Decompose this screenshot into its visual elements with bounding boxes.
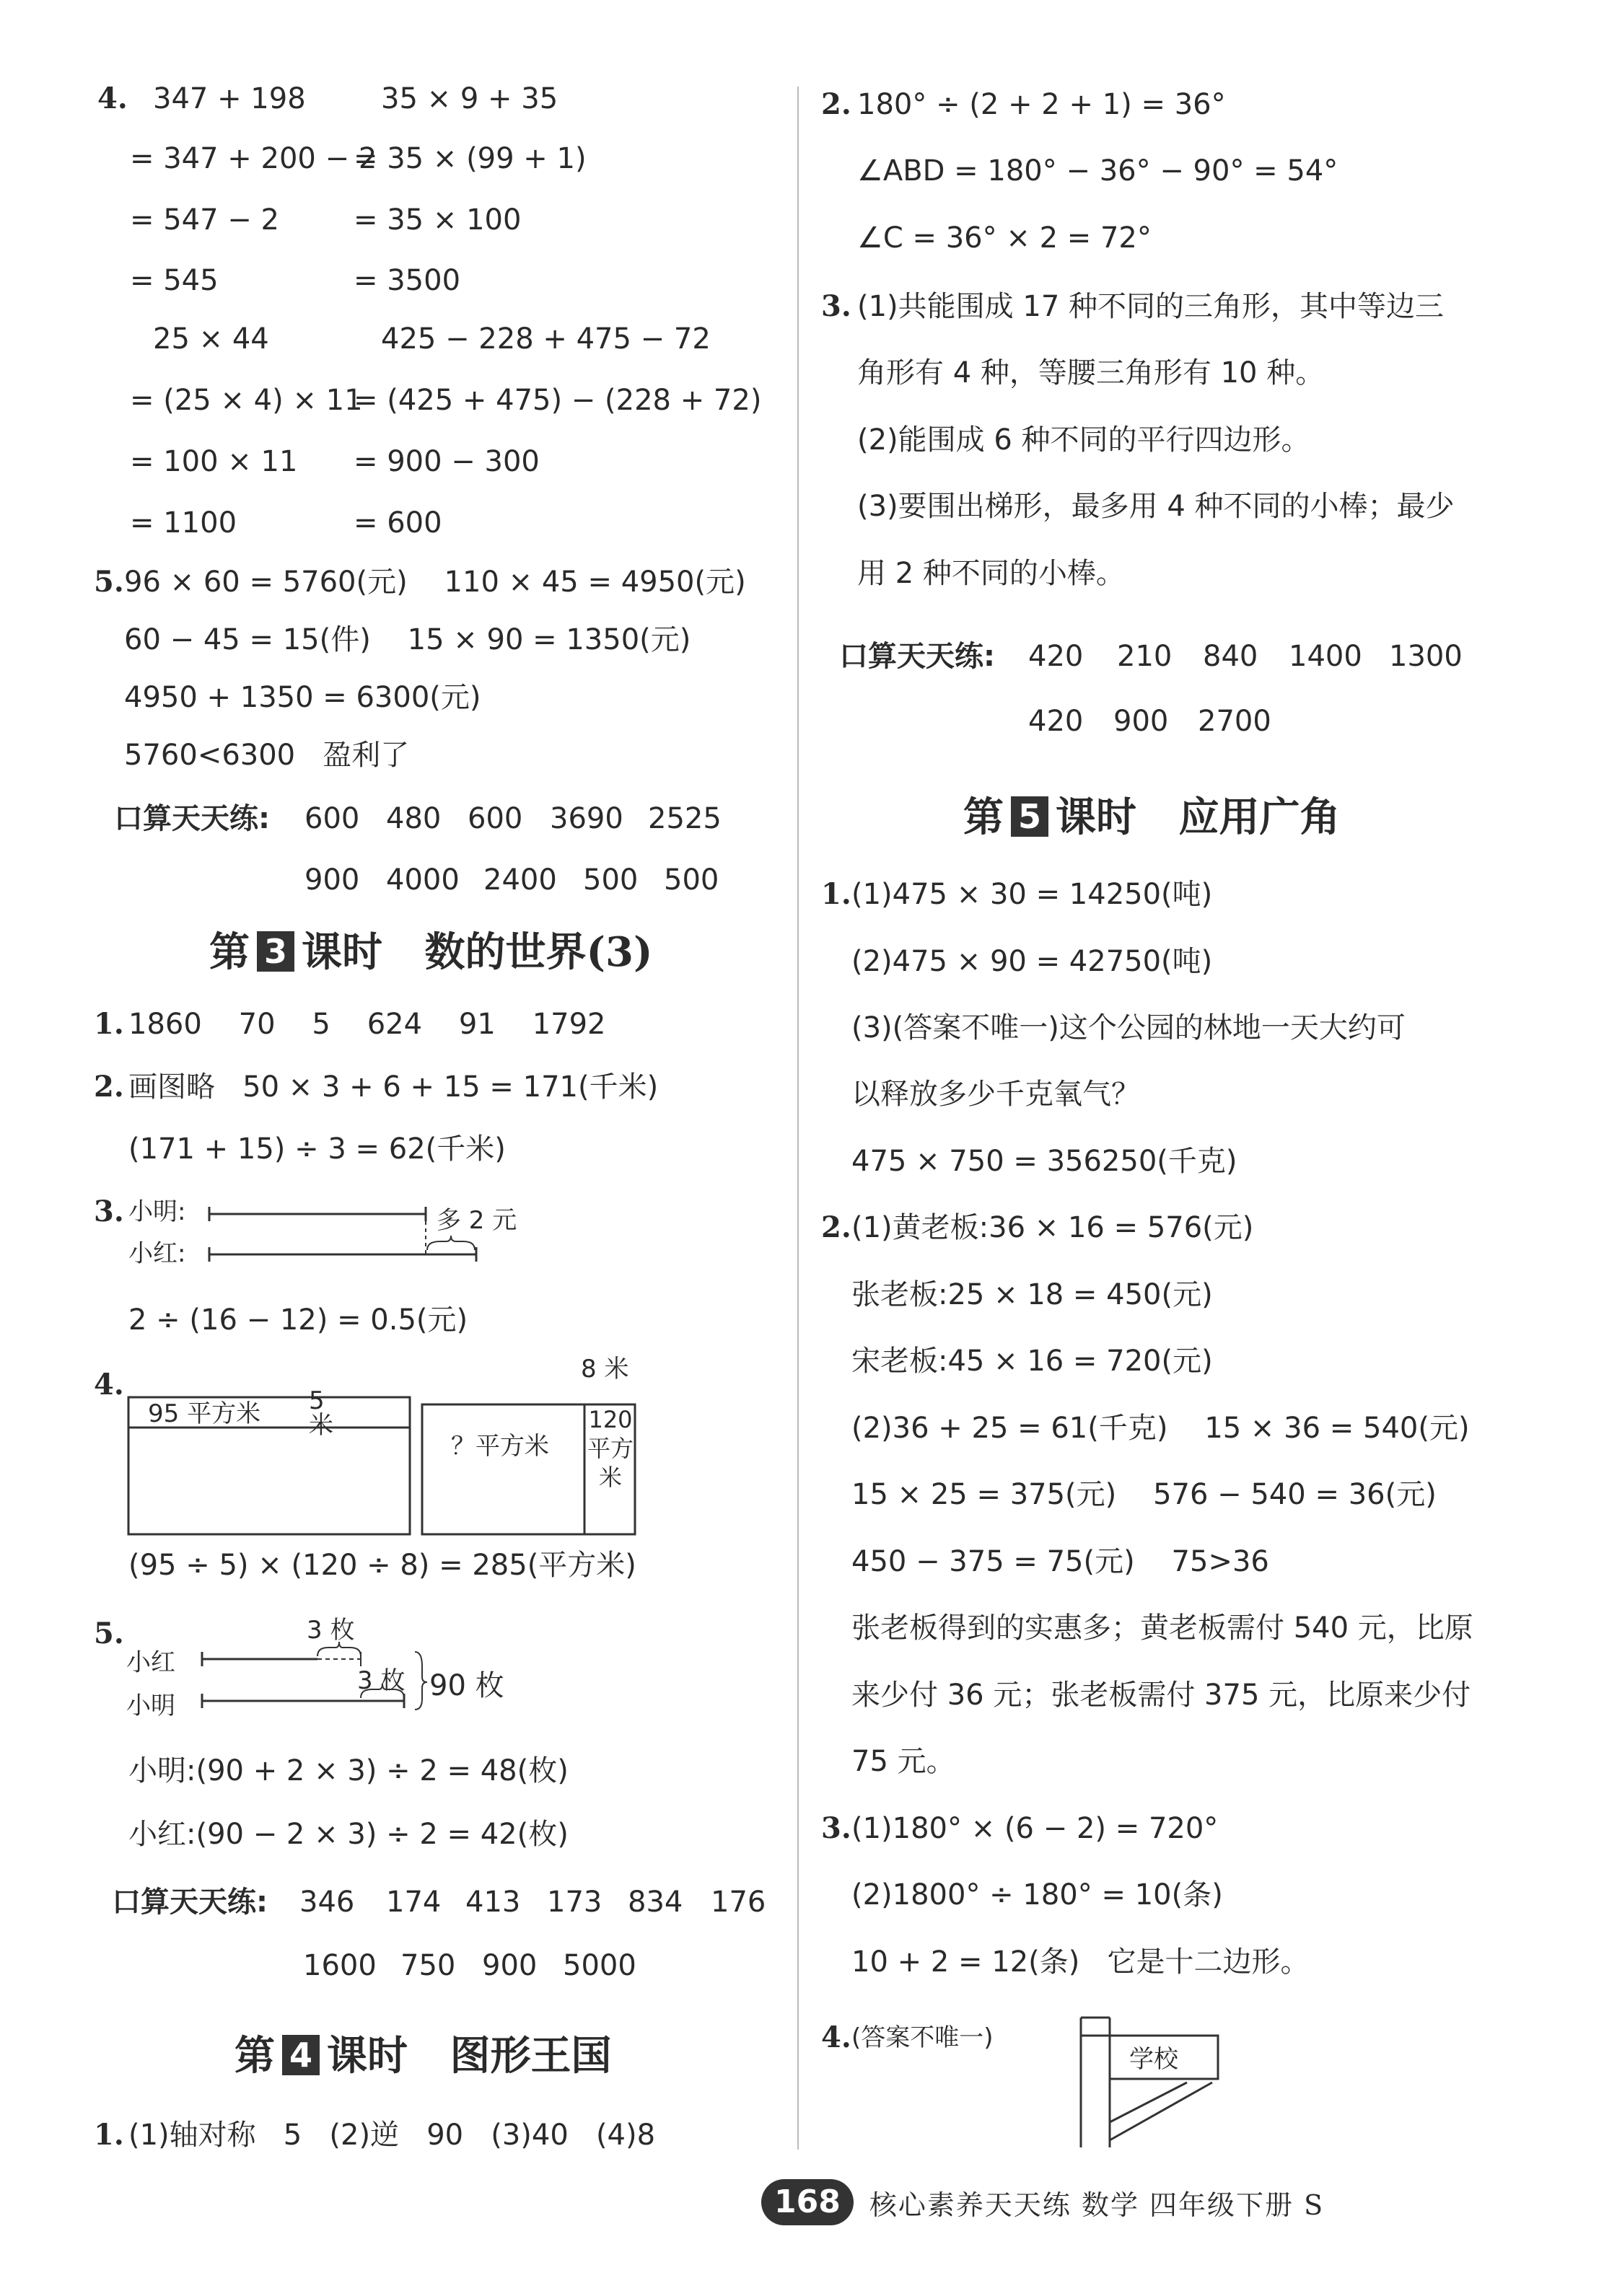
l3q3-name-1: 小明:	[128, 1197, 186, 1226]
q4-b-6: = 900 − 300	[354, 445, 540, 478]
l3q4-area-1: 95 平方米	[148, 1399, 261, 1428]
l3q3-number: 3.	[94, 1195, 124, 1228]
l5q4-number: 4.	[821, 2020, 851, 2054]
l5q4-map-diagram	[1068, 2014, 1227, 2151]
l5q2-line-8: 75 元。	[851, 1745, 955, 1778]
q4-b-1: = 35 × (99 + 1)	[354, 142, 587, 175]
l5q2-line-4: 15 × 25 = 375(元) 576 − 540 = 36(元)	[851, 1478, 1437, 1511]
practice-1-r1-3: 3690	[550, 802, 623, 835]
practice-2-r1-2: 413	[465, 1886, 521, 1919]
l3q4-area-2: ？平方米	[451, 1432, 549, 1461]
l3q5-name-2: 小明	[126, 1692, 175, 1720]
practice-3-r1-2: 840	[1203, 640, 1258, 673]
page-number: 168	[761, 2179, 854, 2225]
practice-3-r2-2: 2700	[1198, 705, 1271, 738]
q4-a-5: = (25 × 4) × 11	[130, 384, 363, 417]
practice-1-r2-1: 4000	[386, 863, 460, 897]
practice-1-r1-1: 480	[386, 802, 442, 835]
l5q3-line-0: (1)180° × (6 − 2) = 720°	[851, 1812, 1219, 1845]
l5q1-line-2: (3)(答案不唯一)这个公园的林地一天大约可	[851, 1011, 1406, 1044]
r-q3-line-4: 用 2 种不同的小棒。	[857, 557, 1125, 590]
l4q1-text: (1)轴对称 5 (2)逆 90 (3)40 (4)8	[128, 2119, 656, 2152]
practice-3-r2-1: 900	[1113, 705, 1169, 738]
l3q4-side-1: 5米	[309, 1386, 333, 1440]
l5q3-number: 3.	[821, 1811, 851, 1845]
q5-line-1: 60 − 45 = 15(件) 15 × 90 = 1350(元)	[124, 623, 691, 656]
l5q2-line-2: 宋老板:45 × 16 = 720(元)	[851, 1345, 1213, 1378]
practice-2-r1-4: 834	[628, 1886, 683, 1919]
q4-number: 4.	[97, 82, 128, 115]
l5q4-school-label: 学校	[1129, 2045, 1178, 2074]
q4-b-4: 425 − 228 + 475 − 72	[381, 322, 711, 356]
lesson-4-post: 课时 图形王国	[327, 2032, 612, 2080]
practice-3-r1-1: 210	[1117, 640, 1173, 673]
lesson-4-title	[235, 2031, 612, 2081]
practice-2-r2-2: 900	[482, 1949, 538, 1982]
r-q2-line-1: ∠ABD = 180° − 36° − 90° = 54°	[857, 154, 1338, 188]
r-q2-line-0: 180° ÷ (2 + 2 + 1) = 36°	[857, 88, 1226, 121]
q4-b-0: 35 × 9 + 35	[381, 82, 558, 115]
practice-1-r2-0: 900	[304, 863, 360, 897]
practice-3-label: 口算天天练:	[839, 640, 995, 673]
l5q4-text: (答案不唯一)	[851, 2023, 994, 2052]
l4q1-number: 1.	[94, 2118, 124, 2152]
l3q2-line-0: 画图略 50 × 3 + 6 + 15 = 171(千米)	[128, 1070, 659, 1104]
practice-1-r1-0: 600	[304, 802, 360, 835]
r-q3-line-0: (1)共能围成 17 种不同的三角形，其中等边三	[857, 290, 1444, 323]
lesson-3-number: 3	[257, 931, 294, 972]
lesson-3-post: 课时 数的世界(3)	[302, 928, 653, 976]
l5q1-line-4: 475 × 750 = 356250(千克)	[851, 1145, 1237, 1178]
l5q1-line-1: (2)475 × 90 = 42750(吨)	[851, 945, 1213, 978]
l3q3-name-2: 小红:	[128, 1239, 186, 1268]
l3q3-answer: 2 ÷ (16 − 12) = 0.5(元)	[128, 1303, 468, 1337]
l3q4-answer: (95 ÷ 5) × (120 ÷ 8) = 285(平方米)	[128, 1549, 636, 1582]
l3q5-name-1: 小红	[126, 1648, 175, 1677]
l3q5-answer-1: 小明:(90 + 2 × 3) ÷ 2 = 48(枚)	[128, 1754, 569, 1787]
practice-3-r1-3: 1400	[1289, 640, 1362, 673]
q4-b-5: = (425 + 475) − (228 + 72)	[354, 384, 762, 417]
column-divider	[797, 87, 799, 2150]
l3q5-more-2: 3 枚	[357, 1666, 406, 1695]
practice-3-r1-4: 1300	[1389, 640, 1463, 673]
lesson-5-pre: 第	[963, 793, 1004, 841]
q5-line-3: 5760<6300 盈利了	[124, 739, 410, 772]
l3q4-number: 4.	[94, 1368, 124, 1402]
practice-1-r1-2: 600	[468, 802, 523, 835]
l5q3-line-2: 10 + 2 = 12(条) 它是十二边形。	[851, 1945, 1310, 1979]
practice-2-r1-1: 174	[386, 1886, 442, 1919]
practice-3-r1-0: 420	[1028, 640, 1084, 673]
q4-a-7: = 1100	[130, 506, 237, 540]
practice-2-r1-0: 346	[299, 1886, 355, 1919]
l3q2-line-1: (171 + 15) ÷ 3 = 62(千米)	[128, 1132, 506, 1166]
lesson-5-post: 课时 应用广角	[1056, 793, 1341, 841]
q4-a-4: 25 × 44	[153, 322, 269, 356]
q4-a-2: = 547 − 2	[130, 203, 279, 237]
q5-number: 5.	[94, 565, 124, 599]
l3q2-number: 2.	[94, 1070, 124, 1104]
l5q2-line-7: 来少付 36 元；张老板需付 375 元，比原来少付	[851, 1679, 1471, 1712]
l5q2-line-1: 张老板:25 × 18 = 450(元)	[851, 1278, 1213, 1311]
l3q4-area-3: 120平方米	[587, 1406, 634, 1491]
l5q2-line-0: (1)黄老板:36 × 16 = 576(元)	[851, 1211, 1254, 1244]
r-q3-number: 3.	[821, 289, 851, 323]
practice-2-label: 口算天天练:	[112, 1886, 268, 1919]
practice-2-r2-3: 5000	[563, 1949, 636, 1982]
l3q1-text: 1860 70 5 624 91 1792	[128, 1008, 606, 1041]
q4-b-3: = 3500	[354, 264, 461, 297]
l5q3-line-1: (2)1800° ÷ 180° = 10(条)	[851, 1878, 1223, 1912]
practice-1-r2-4: 500	[664, 863, 719, 897]
r-q3-line-2: (2)能围成 6 种不同的平行四边形。	[857, 423, 1310, 457]
q4-a-1: = 347 + 200 − 2	[130, 142, 377, 175]
r-q3-line-1: 角形有 4 种，等腰三角形有 10 种。	[857, 356, 1325, 390]
practice-1-r2-2: 2400	[483, 863, 557, 897]
l3q3-more-label: 多 2 元	[437, 1206, 517, 1235]
q4-a-0: 347 + 198	[153, 82, 306, 115]
l3q1-number: 1.	[94, 1007, 124, 1041]
practice-3-r2-0: 420	[1028, 705, 1084, 738]
l3q4-top-2: 8 米	[581, 1355, 629, 1384]
practice-1-r2-3: 500	[583, 863, 639, 897]
lesson-4-number: 4	[282, 2035, 320, 2075]
q4-b-7: = 600	[354, 506, 442, 540]
l5q1-number: 1.	[821, 877, 851, 911]
l5q1-line-3: 以释放多少千克氧气？	[851, 1078, 1140, 1111]
l5q1-line-0: (1)475 × 30 = 14250(吨)	[851, 878, 1213, 911]
practice-2-r1-5: 176	[711, 1886, 766, 1919]
practice-1-label: 口算天天练:	[114, 802, 270, 835]
practice-2-r2-0: 1600	[303, 1949, 377, 1982]
l5q2-line-6: 张老板得到的实惠多；黄老板需付 540 元，比原	[851, 1611, 1473, 1645]
q5-line-0: 96 × 60 = 5760(元) 110 × 45 = 4950(元)	[124, 566, 746, 599]
page-footer	[761, 2177, 1324, 2227]
practice-2-r2-1: 750	[400, 1949, 456, 1982]
l3q5-number: 5.	[94, 1617, 124, 1650]
l3q5-more-1: 3 枚	[307, 1616, 355, 1645]
lesson-3-pre: 第	[209, 928, 250, 976]
book-title: 核心素养天天练 数学 四年级下册 S	[869, 2189, 1325, 2221]
r-q2-number: 2.	[821, 87, 851, 121]
lesson-5-number: 5	[1011, 796, 1048, 837]
l3q5-line-diagram	[195, 1637, 440, 1717]
r-q2-line-2: ∠C = 36° × 2 = 72°	[857, 221, 1152, 255]
q4-a-6: = 100 × 11	[130, 445, 298, 478]
l5q2-number: 2.	[821, 1210, 851, 1244]
practice-1-r1-4: 2525	[648, 802, 722, 835]
l5q2-line-3: (2)36 + 25 = 61(千克) 15 × 36 = 540(元)	[851, 1412, 1470, 1445]
lesson-5-title	[963, 792, 1341, 843]
q4-b-2: = 35 × 100	[354, 203, 522, 237]
lesson-4-pre: 第	[235, 2032, 275, 2080]
l3q5-total: 90 枚	[429, 1669, 504, 1702]
r-q3-line-3: (3)要围出梯形，最多用 4 种不同的小棒；最少	[857, 490, 1455, 523]
l3q5-answer-2: 小红:(90 − 2 × 3) ÷ 2 = 42(枚)	[128, 1818, 569, 1851]
lesson-3-title	[209, 927, 652, 977]
q4-a-3: = 545	[130, 264, 219, 297]
l5q2-line-5: 450 − 375 = 75(元) 75>36	[851, 1545, 1269, 1578]
practice-2-r1-3: 173	[547, 1886, 602, 1919]
q5-line-2: 4950 + 1350 = 6300(元)	[124, 681, 481, 714]
